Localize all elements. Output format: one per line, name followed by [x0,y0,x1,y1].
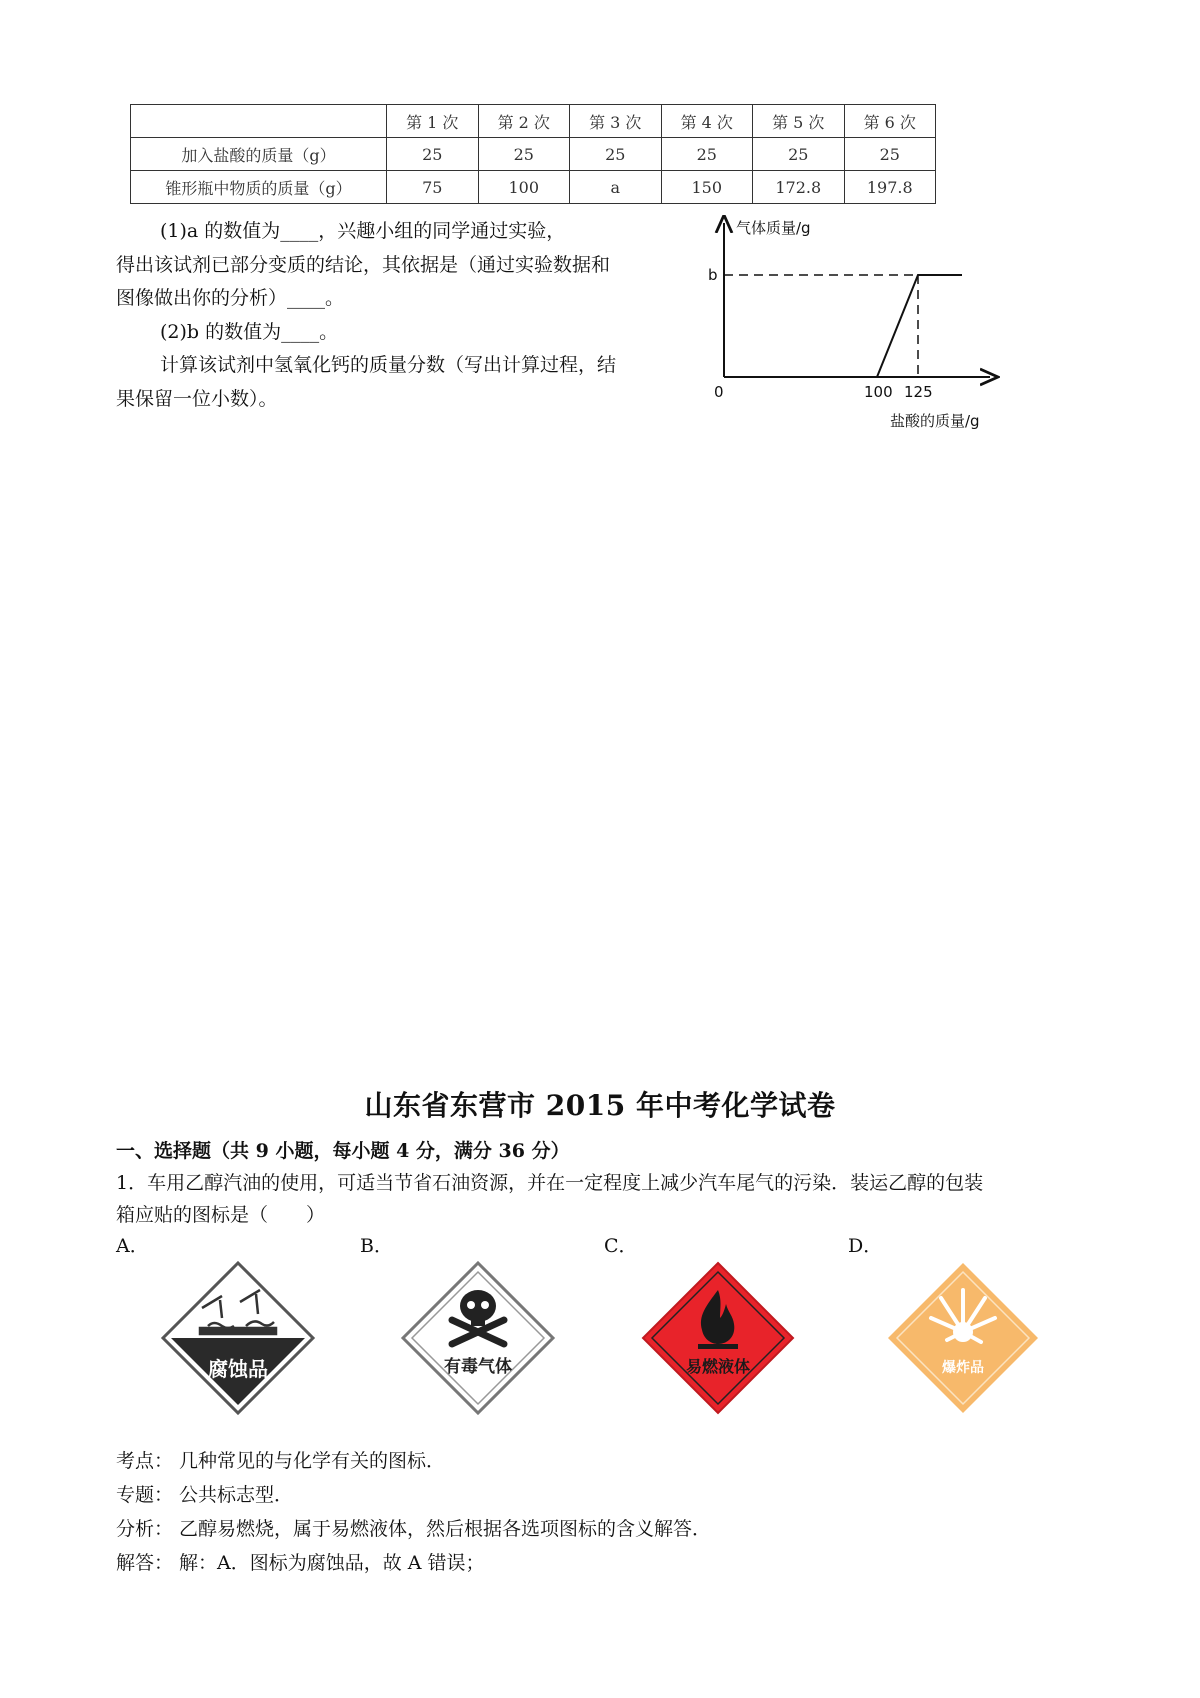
question-1-line-1: (1)a 的数值为____，兴趣小组的同学通过实验， [160,220,566,242]
y-tick-label: b [708,266,718,284]
sign-caption: 爆炸品 [942,1360,984,1376]
corrosive-sign[interactable] [160,1260,316,1416]
analysis-jieda: 解答： 解：A．图标为腐蚀品，故 A 错误； [116,1552,485,1574]
analysis-zhuanti: 专题： 公共标志型． [116,1484,294,1506]
exam-question-1-line-2: 箱应贴的图标是（ ） [116,1204,326,1226]
question-2-line-1: (2)b 的数值为____。 [160,321,339,343]
table-header-cell: 第 6 次 [844,105,936,138]
table-cell: 25 [387,138,479,171]
table-cell: 25 [661,138,753,171]
row-label: 锥形瓶中物质的质量（g） [131,171,387,204]
flammable-liquid-sign[interactable] [640,1260,796,1416]
table-row [131,171,936,204]
explosive-sign[interactable] [885,1260,1041,1416]
x-tick-label: 125 [904,383,933,401]
table-header-row [131,105,936,138]
option-d-letter: D． [848,1235,883,1257]
table-cell: 25 [753,138,845,171]
question-3-line-1: 计算该试剂中氢氧化钙的质量分数（写出计算过程，结 [160,354,617,376]
table-cell: 172.8 [753,171,845,204]
table-header-cell: 第 3 次 [570,105,662,138]
exam-title: 山东省东营市 2015 年中考化学试卷 [364,1089,836,1122]
table-cell: 25 [844,138,936,171]
table-header-cell: 第 1 次 [387,105,479,138]
sign-caption: 有毒气体 [444,1357,512,1377]
table-cell: 25 [570,138,662,171]
sign-caption: 腐蚀品 [208,1357,268,1381]
table-header-cell: 第 5 次 [753,105,845,138]
table-header-cell: 第 2 次 [478,105,570,138]
row-label: 加入盐酸的质量（g） [131,138,387,171]
table-cell: 150 [661,171,753,204]
section-title: 一、选择题（共 9 小题，每小题 4 分，满分 36 分） [116,1140,570,1162]
analysis-kaodian: 考点： 几种常见的与化学有关的图标． [116,1450,446,1472]
option-a-letter: A． [116,1235,149,1257]
x-axis-label: 盐酸的质量/g [890,412,980,430]
exam-question-1-line-1: 1．车用乙醇汽油的使用，可适当节省石油资源，并在一定程度上减少汽车尾气的污染．装运乙醇的包装 [116,1172,984,1194]
option-c-letter: C． [604,1235,638,1257]
toxic-gas-sign[interactable] [400,1260,556,1416]
experiment-data-table [130,104,936,204]
analysis-fenxi: 分析： 乙醇易燃烧，属于易燃液体，然后根据各选项图标的含义解答． [116,1518,712,1540]
table-cell: a [570,171,662,204]
sign-caption: 易燃液体 [685,1357,751,1376]
gas-mass-series-line [877,275,962,377]
question-1-line-3: 图像做出你的分析）____。 [116,287,345,309]
table-cell: 75 [387,171,479,204]
origin-label: 0 [714,383,724,401]
table-cell: 25 [478,138,570,171]
x-tick-label: 100 [864,383,893,401]
table-cell: 197.8 [844,171,936,204]
question-3-line-2: 果保留一位小数）。 [116,388,278,410]
option-b-letter: B． [360,1235,393,1257]
table-row [131,138,936,171]
table-header-cell: 第 4 次 [661,105,753,138]
table-header-cell [131,105,387,138]
gas-mass-chart [700,215,1000,435]
question-1-line-2: 得出该试剂已部分变质的结论，其依据是（通过实验数据和 [116,254,611,276]
table-cell: 100 [478,171,570,204]
y-axis-label: 气体质量/g [736,219,811,237]
